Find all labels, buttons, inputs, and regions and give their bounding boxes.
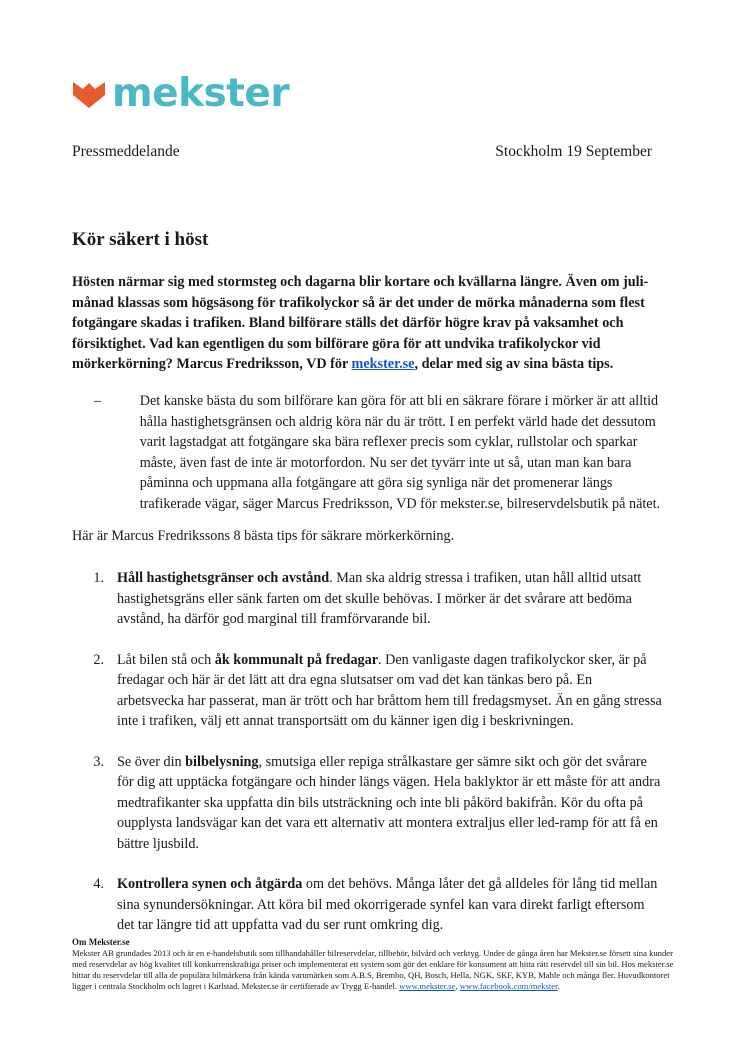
list-item <box>72 874 672 936</box>
lead-text: Hösten närmar sig med stormsteg och dagarna blir kortare och kvällarna längre. Även om juli-månad klassas som högsäsong för trafikolyckor så är det under de mörka månaderna som flest fotgängare skadas i trafiken. Bland bilförare ställs det därför högre krav på vaksamhet och försiktighet. Vad kan egentligen du som bilförare göra för att undvika trafikolyckor vid mörkerkörning? Marcus Fredriksson, VD för <box>72 274 649 372</box>
footer-end: . <box>557 981 560 991</box>
list-item <box>72 752 672 855</box>
quote-block <box>72 391 672 514</box>
tips-intro: Här är Marcus Fredrikssons 8 bästa tips för säkrare mörkerkörning. <box>72 528 455 544</box>
lead-paragraph <box>72 272 682 375</box>
footer-body: Mekster AB grundades 2013 och är en e-handelsbutik som tillhandahåller bilreservdelar, tillbehör, bilvård och verktyg. Under de gånga åren har Mekster.se försett sina kunder med reservdelar av hög kvalitet till konkurrenskraftiga priser och implementerat ett system som gör det enklare för konsument att hitta rätt reservdel till sin bil. Hos mekster.se hittar du reservdelar till alla de populära bilmärkena från kända varumärken som A.B.S, Brembo, QH, Bosch, Hella, NGK, SKF, KYB, Mahle och många fler. Huvudkontoret ligger i centrala Stockholm och lagret i Karlstad. Mekster.se är certifierade av Trygg E-handel. <box>72 948 674 991</box>
tip-highlight: åk kommunalt på fredagar <box>214 651 379 668</box>
footer-separator: , <box>455 981 460 991</box>
footer-link-website[interactable]: www.mekster.se <box>399 981 456 991</box>
list-item <box>72 568 672 630</box>
tip-body: . Man ska aldrig stressa i trafiken, utan håll alltid utsatt hastighetsgräns eller sänk farten om det skulle behövas. I mörker är det svårare att bedöma avstånd, ha därför god marginal till framförvarande bil. <box>117 570 642 627</box>
lead-text-end: , delar med sig av sina bästa tips. <box>414 356 614 372</box>
tip-text <box>117 568 662 630</box>
tip-number: 4. <box>93 876 104 892</box>
tip-body: , smutsiga eller repiga strålkastare ger sämre sikt och gör det svårare för dig att upptäcka fotgängare och hinder längs vägen. Hela baklyktor är ett måste för att andra medtrafikanter ska uppfatta din bils utsträckning och inte bli påkörd bakifrån. Kör du ofta på oupplysta landsvägar kan det vara ett alternativ att montera extraljus eller led-ramp för att få en bättre ljusbild. <box>117 753 661 852</box>
press-release-label: Pressmeddelande <box>72 143 180 160</box>
tip-text <box>117 752 662 855</box>
page-title: Kör säkert i höst <box>72 229 209 250</box>
footer-link-facebook[interactable]: www.facebook.com/mekster <box>459 981 558 991</box>
footer-title: Om Mekster.se <box>72 937 130 947</box>
tip-pre: Låt bilen stå och <box>117 651 215 668</box>
tip-pre: Se över din <box>117 753 186 770</box>
tips-list <box>72 568 672 956</box>
tip-highlight: Håll hastighetsgränser och avstånd <box>117 570 330 586</box>
tip-number: 3. <box>93 753 104 770</box>
tip-text <box>117 874 662 936</box>
tip-text <box>117 650 662 732</box>
tip-number: 2. <box>93 651 104 668</box>
list-item <box>72 650 672 732</box>
tip-highlight: Kontrollera synen och åtgärda <box>117 876 303 892</box>
footer-about <box>72 937 677 992</box>
dateline: Stockholm 19 September <box>495 143 652 160</box>
logo-wordmark: mekster <box>112 71 290 116</box>
mekster-logo <box>72 71 290 116</box>
footer-text <box>72 948 677 992</box>
tip-body: om det behövs. Många låter det gå alldeles för lång tid mellan sina synundersökningar. Att köra bil med okorrigerade synfel kan vara direkt farligt eftersom det tar längre tid att uppfatta vad du ser runt omkring dig. <box>117 876 658 933</box>
tip-highlight: bilbelysning <box>185 753 259 770</box>
quote-text: Det kanske bästa du som bilförare kan göra för att bli en säkrare förare i mörker är att alltid hålla hastighetsgränsen och aldrig köra när du är trött. I en perfekt värld hade det dessutom varit lagstadgat att fotgängare ska bära reflexer precis som cyklar, rullstolar och sparkar måste, även fast de inte är motorfordon. Nu ser det tyvärr inte ut så, utan man kan bara påminna och uppmana alla fotgängare att göra sig synliga när det promenerar längs trafikerade vägar, säger Marcus Fredriksson, VD för mekster.se, bilreservdelsbutik på nätet. <box>139 393 661 512</box>
quote-bullet: – <box>94 393 102 409</box>
lead-link-mekster[interactable]: mekster.se <box>351 356 415 372</box>
tip-number: 1. <box>93 570 104 586</box>
header-row <box>72 143 652 161</box>
tip-body: . Den vanligaste dagen trafikolyckor sker, är på fredagar och här är det lätt att dra egna slutsatser om vad det kan tänkas bero på. En arbetsvecka har passerat, man är trött och har bråttom hem till fredagsmyset. Än en gång stressa inte i trafiken, välj ett annat transportsätt om du känner igen dig i beskrivningen. <box>117 651 662 729</box>
mekster-mark-icon <box>72 79 106 109</box>
